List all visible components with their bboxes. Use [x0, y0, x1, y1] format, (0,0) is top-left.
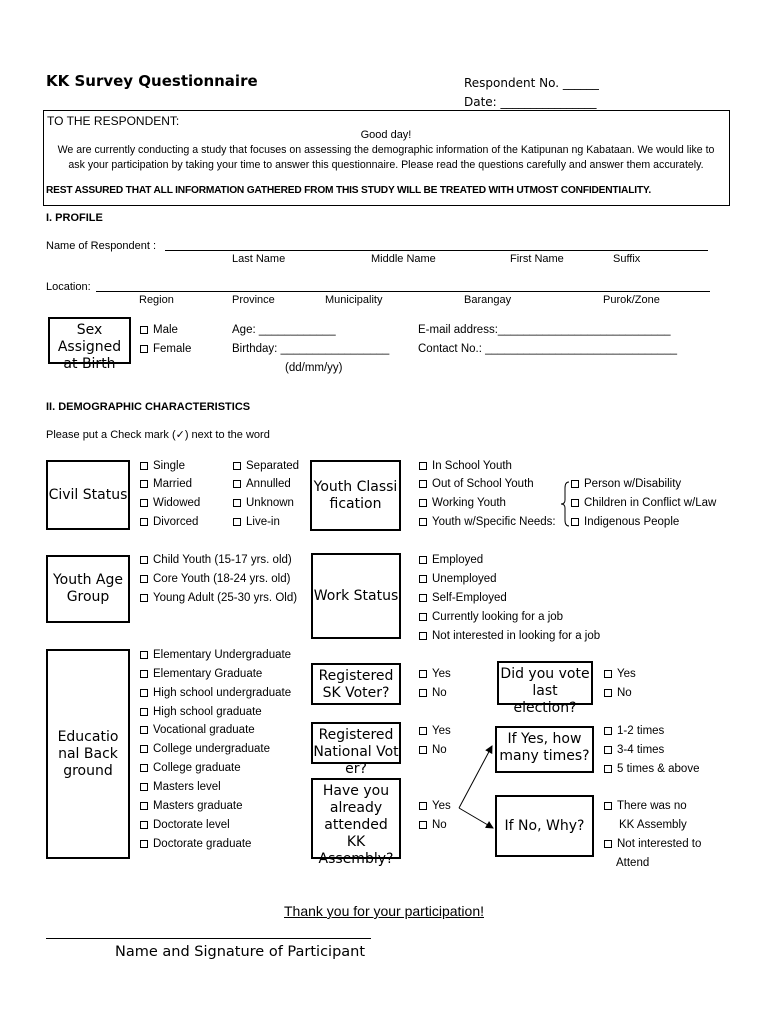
age-child-youth-option[interactable]: Child Youth (15-17 yrs. old) — [140, 554, 292, 566]
checkbox-icon[interactable] — [140, 575, 148, 583]
checkbox-icon[interactable] — [419, 821, 427, 829]
edu-option-1[interactable]: Elementary Undergraduate — [140, 649, 291, 661]
checkbox-icon[interactable] — [604, 840, 612, 848]
sex-assigned-box: Sex Assigned at Birth — [48, 317, 131, 364]
checkbox-icon[interactable] — [419, 594, 427, 602]
notice-line-1: We are currently conducting a study that focuses on assessing the demographic information of the Katipunan ng Kabataan. We would like to — [57, 144, 715, 156]
reason-no-assembly-option[interactable]: There was no — [604, 800, 687, 812]
bracket-icon — [559, 480, 571, 528]
notice-to: TO THE RESPONDENT: — [47, 114, 180, 128]
profile-heading: I. PROFILE — [46, 212, 103, 224]
checkbox-icon[interactable] — [419, 689, 427, 697]
needs-disability-option[interactable]: Person w/Disability — [571, 478, 681, 490]
notice-line-2: ask your participation by taking your time to answer this questionnaire. Please read the questions carefully and answer them accurately. — [68, 159, 704, 171]
checkbox-icon[interactable] — [140, 518, 148, 526]
checkbox-icon[interactable] — [140, 670, 148, 678]
work-employed-option[interactable]: Employed — [419, 554, 483, 566]
voted-box: Did you vote last election? — [497, 661, 593, 705]
registered-sk-box: Registered SK Voter? — [311, 663, 401, 705]
location-field-province: Province — [232, 294, 275, 306]
checkbox-icon[interactable] — [140, 802, 148, 810]
checkbox-icon[interactable] — [140, 594, 148, 602]
work-looking-option[interactable]: Currently looking for a job — [419, 611, 563, 623]
form-title: KK Survey Questionnaire — [46, 72, 258, 90]
checkbox-icon[interactable] — [604, 802, 612, 810]
checkbox-icon[interactable] — [419, 556, 427, 564]
name-input-line[interactable] — [165, 250, 708, 251]
checkbox-icon[interactable] — [419, 613, 427, 621]
age-young-adult-option[interactable]: Young Adult (25-30 yrs. Old) — [140, 592, 297, 604]
voted-no-option[interactable]: No — [604, 687, 632, 699]
checkbox-icon[interactable] — [419, 670, 427, 678]
checkbox-icon[interactable] — [233, 480, 241, 488]
checkbox-icon[interactable] — [604, 727, 612, 735]
edu-option-9[interactable]: Masters graduate — [140, 800, 243, 812]
checkbox-icon[interactable] — [233, 499, 241, 507]
needs-conflict-law-option[interactable]: Children in Conflict w/Law — [571, 497, 716, 509]
location-field-municipality: Municipality — [325, 294, 383, 306]
location-field-purok: Purok/Zone — [603, 294, 660, 306]
name-field-last: Last Name — [232, 253, 286, 265]
civil-unknown-option[interactable]: Unknown — [233, 497, 294, 509]
checkbox-icon[interactable] — [140, 345, 148, 353]
location-field-region: Region — [139, 294, 174, 306]
civil-separated-option[interactable]: Separated — [233, 460, 299, 472]
checkbox-icon[interactable] — [419, 575, 427, 583]
national-yes-option[interactable]: Yes — [419, 725, 451, 737]
youth-classification-box: Youth Classification — [310, 460, 401, 531]
work-self-employed-option[interactable]: Self-Employed — [419, 592, 507, 604]
name-field-middle: Middle Name — [371, 253, 436, 265]
registered-national-box: Registered National Voter? — [311, 722, 401, 764]
checkbox-icon[interactable] — [419, 632, 427, 640]
edu-option-4[interactable]: High school graduate — [140, 706, 262, 718]
location-input-line[interactable] — [96, 291, 710, 292]
edu-option-2[interactable]: Elementary Graduate — [140, 668, 262, 680]
attended-no-option[interactable]: No — [419, 819, 447, 831]
checkbox-icon[interactable] — [140, 708, 148, 716]
civil-single-option[interactable]: Single — [140, 460, 185, 472]
national-no-option[interactable]: No — [419, 744, 447, 756]
location-label: Location: — [46, 281, 91, 293]
reason-not-interested-option[interactable]: Not interested to — [604, 838, 701, 850]
work-status-box: Work Status — [311, 553, 401, 639]
civil-livein-option[interactable]: Live-in — [233, 516, 280, 528]
age-core-youth-option[interactable]: Core Youth (18-24 yrs. old) — [140, 573, 290, 585]
name-label: Name of Respondent : — [46, 240, 157, 252]
youth-out-of-school-option[interactable]: Out of School Youth — [419, 478, 534, 490]
checkbox-icon[interactable] — [140, 689, 148, 697]
sk-yes-option[interactable]: Yes — [419, 668, 451, 680]
checkbox-icon[interactable] — [419, 518, 427, 526]
demographics-heading: II. DEMOGRAPHIC CHARACTERISTICS — [46, 401, 251, 413]
date-field[interactable]: Date: ________________ — [464, 95, 597, 109]
checkbox-icon[interactable] — [140, 651, 148, 659]
checkbox-icon[interactable] — [140, 462, 148, 470]
education-box: Educational Background — [46, 649, 130, 859]
checkbox-icon[interactable] — [140, 556, 148, 564]
checkbox-icon[interactable] — [140, 840, 148, 848]
edu-option-3[interactable]: High school undergraduate — [140, 687, 291, 699]
checkbox-icon[interactable] — [419, 727, 427, 735]
checkbox-icon[interactable] — [140, 745, 148, 753]
checkbox-icon[interactable] — [233, 518, 241, 526]
civil-married-option[interactable]: Married — [140, 478, 192, 490]
times-3-4-option[interactable]: 3-4 times — [604, 744, 664, 756]
youth-age-group-box: Youth Age Group — [46, 555, 130, 623]
attended-assembly-box: Have you already attended KK Assembly? — [311, 778, 401, 859]
sk-no-option[interactable]: No — [419, 687, 447, 699]
checkbox-icon[interactable] — [140, 821, 148, 829]
checkbox-icon[interactable] — [140, 726, 148, 734]
edu-option-6[interactable]: College undergraduate — [140, 743, 270, 755]
youth-working-option[interactable]: Working Youth — [419, 497, 506, 509]
edu-option-10[interactable]: Doctorate level — [140, 819, 230, 831]
checkbox-icon[interactable] — [571, 480, 579, 488]
if-no-box: If No, Why? — [495, 795, 594, 857]
checkbox-icon[interactable] — [233, 462, 241, 470]
attended-yes-option[interactable]: Yes — [419, 800, 451, 812]
email-field[interactable]: E-mail address:___________________________ — [418, 324, 671, 336]
times-1-2-option[interactable]: 1-2 times — [604, 725, 664, 737]
thank-you-message: Thank you for your participation! — [284, 903, 484, 919]
name-field-first: First Name — [510, 253, 564, 265]
reason-no-assembly-cont: KK Assembly — [619, 819, 687, 831]
checkbox-icon[interactable] — [140, 764, 148, 772]
checkbox-icon[interactable] — [571, 499, 579, 507]
birthday-format: (dd/mm/yy) — [285, 362, 343, 374]
checkbox-icon[interactable] — [419, 462, 427, 470]
times-5-above-option[interactable]: 5 times & above — [604, 763, 699, 775]
work-unemployed-option[interactable]: Unemployed — [419, 573, 497, 585]
work-not-interested-option[interactable]: Not interested in looking for a job — [419, 630, 600, 642]
civil-widowed-option[interactable]: Widowed — [140, 497, 200, 509]
needs-indigenous-option[interactable]: Indigenous People — [571, 516, 679, 528]
checkbox-icon[interactable] — [604, 689, 612, 697]
notice-greeting: Good day! — [360, 129, 412, 141]
signature-label: Name and Signature of Participant — [115, 944, 366, 960]
notice-assurance: REST ASSURED THAT ALL INFORMATION GATHERED FROM THIS STUDY WILL BE TREATED WITH UTMOST CONFIDENTIALITY. — [46, 185, 651, 196]
edu-option-8[interactable]: Masters level — [140, 781, 221, 793]
check-instruction: Please put a Check mark (✓) next to the word — [46, 429, 270, 441]
reason-not-interested-cont: Attend — [616, 857, 650, 869]
checkbox-icon[interactable] — [604, 746, 612, 754]
sex-male-option[interactable]: Male — [140, 324, 178, 336]
birthday-field[interactable]: Birthday: _________________ — [232, 343, 390, 355]
civil-status-box: Civil Status — [46, 460, 130, 530]
voted-yes-option[interactable]: Yes — [604, 668, 636, 680]
checkbox-icon[interactable] — [419, 480, 427, 488]
checkbox-icon[interactable] — [140, 499, 148, 507]
checkbox-icon[interactable] — [419, 746, 427, 754]
branch-arrows-icon — [455, 740, 500, 835]
civil-annulled-option[interactable]: Annulled — [233, 478, 291, 490]
youth-specific-needs-option[interactable]: Youth w/Specific Needs: — [419, 516, 556, 528]
edu-option-7[interactable]: College graduate — [140, 762, 241, 774]
if-yes-box: If Yes, how many times? — [495, 726, 594, 773]
edu-option-11[interactable]: Doctorate graduate — [140, 838, 251, 850]
checkbox-icon[interactable] — [140, 326, 148, 334]
checkbox-icon[interactable] — [419, 802, 427, 810]
name-field-suffix: Suffix — [613, 253, 641, 265]
checkbox-icon[interactable] — [604, 765, 612, 773]
respondent-notice — [43, 110, 730, 206]
age-field[interactable]: Age: ____________ — [232, 324, 336, 336]
respondent-number[interactable]: Respondent No. ______ — [464, 76, 599, 90]
contact-field[interactable]: Contact No.: ______________________________ — [418, 343, 677, 355]
sex-female-option[interactable]: Female — [140, 343, 191, 355]
checkbox-icon[interactable] — [419, 499, 427, 507]
youth-in-school-option[interactable]: In School Youth — [419, 460, 512, 472]
signature-line[interactable] — [46, 938, 371, 939]
checkbox-icon[interactable] — [604, 670, 612, 678]
edu-option-5[interactable]: Vocational graduate — [140, 724, 255, 736]
checkbox-icon[interactable] — [140, 783, 148, 791]
checkbox-icon[interactable] — [140, 480, 148, 488]
checkbox-icon[interactable] — [571, 518, 579, 526]
civil-divorced-option[interactable]: Divorced — [140, 516, 198, 528]
location-field-barangay: Barangay — [464, 294, 512, 306]
